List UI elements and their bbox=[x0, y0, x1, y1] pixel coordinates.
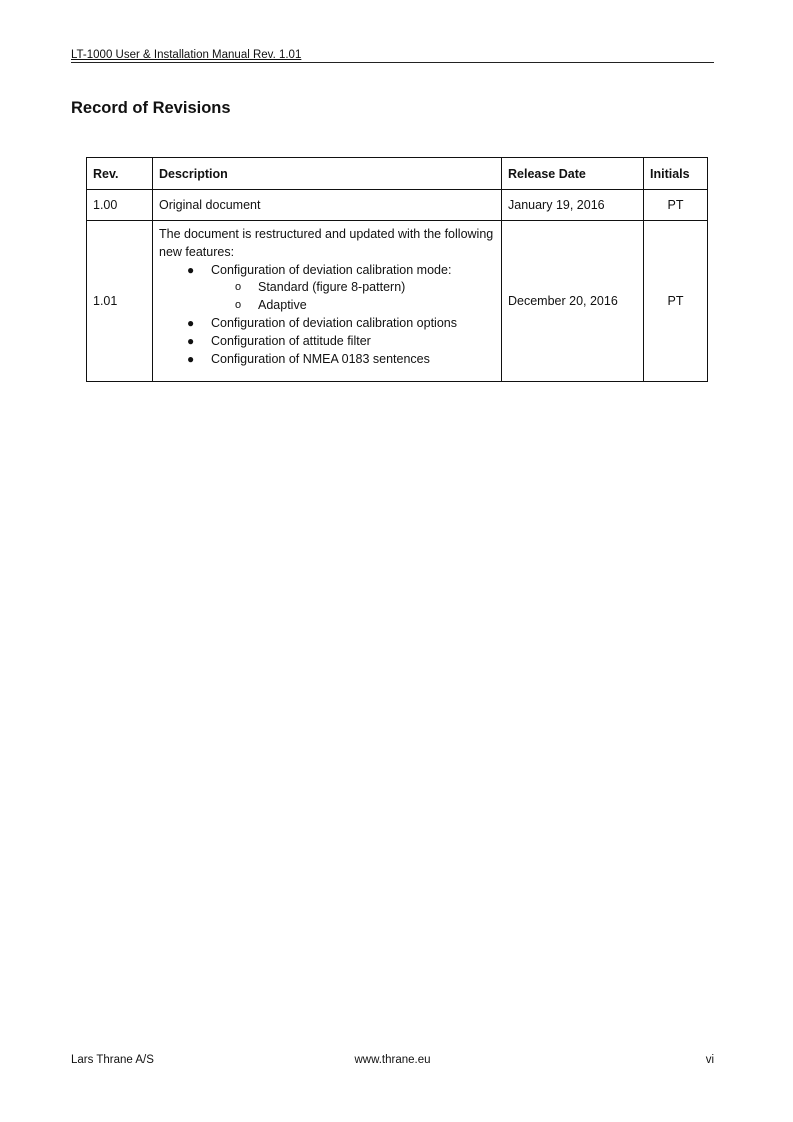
footer-company: Lars Thrane A/S bbox=[71, 1054, 154, 1066]
revisions-table bbox=[86, 157, 708, 382]
page-header bbox=[71, 48, 714, 63]
cell-rev: 1.01 bbox=[87, 221, 153, 382]
list-item bbox=[211, 297, 495, 315]
cell-rev: 1.00 bbox=[87, 190, 153, 221]
page-title: Record of Revisions bbox=[71, 99, 231, 117]
header-release-date: Release Date bbox=[502, 158, 644, 190]
table-row bbox=[87, 190, 708, 221]
circle-bullet-icon: o bbox=[235, 298, 242, 311]
cell-initials: PT bbox=[644, 221, 708, 382]
table-header-row bbox=[87, 158, 708, 190]
list-item bbox=[159, 261, 495, 314]
cell-description bbox=[153, 221, 502, 382]
cell-release-date: January 19, 2016 bbox=[502, 190, 644, 221]
page-number: vi bbox=[705, 1054, 714, 1066]
sub-feature-list bbox=[211, 279, 495, 314]
list-item bbox=[159, 314, 495, 332]
header-description: Description bbox=[153, 158, 502, 190]
list-item bbox=[159, 350, 495, 368]
feature-text: Configuration of deviation calibration options bbox=[211, 316, 457, 330]
list-item bbox=[159, 332, 495, 350]
feature-text: Configuration of attitude filter bbox=[211, 334, 371, 348]
page-footer bbox=[71, 1052, 714, 1068]
bullet-icon: ● bbox=[187, 316, 195, 330]
footer-website: www.thrane.eu bbox=[354, 1054, 431, 1066]
feature-text: Configuration of NMEA 0183 sentences bbox=[211, 352, 430, 366]
circle-bullet-icon: o bbox=[235, 281, 242, 293]
cell-description: Original document bbox=[153, 190, 502, 221]
header-initials: Initials bbox=[644, 158, 708, 190]
cell-release-date: December 20, 2016 bbox=[502, 221, 644, 382]
sub-feature-text: Adaptive bbox=[258, 297, 307, 312]
bullet-icon: ● bbox=[187, 263, 195, 277]
header-rev: Rev. bbox=[87, 158, 153, 190]
cell-initials: PT bbox=[644, 190, 708, 221]
feature-text: Configuration of deviation calibration mode: bbox=[211, 263, 452, 277]
list-item bbox=[211, 279, 495, 297]
bullet-icon: ● bbox=[187, 352, 195, 366]
table-row bbox=[87, 221, 708, 382]
sub-feature-text: Standard (figure 8-pattern) bbox=[258, 280, 406, 294]
bullet-icon: ● bbox=[187, 334, 195, 348]
feature-list bbox=[159, 261, 495, 368]
document-title: LT-1000 User & Installation Manual Rev. 1.01 bbox=[71, 49, 302, 61]
description-intro: The document is restructured and updated with the following new features: bbox=[159, 227, 494, 259]
